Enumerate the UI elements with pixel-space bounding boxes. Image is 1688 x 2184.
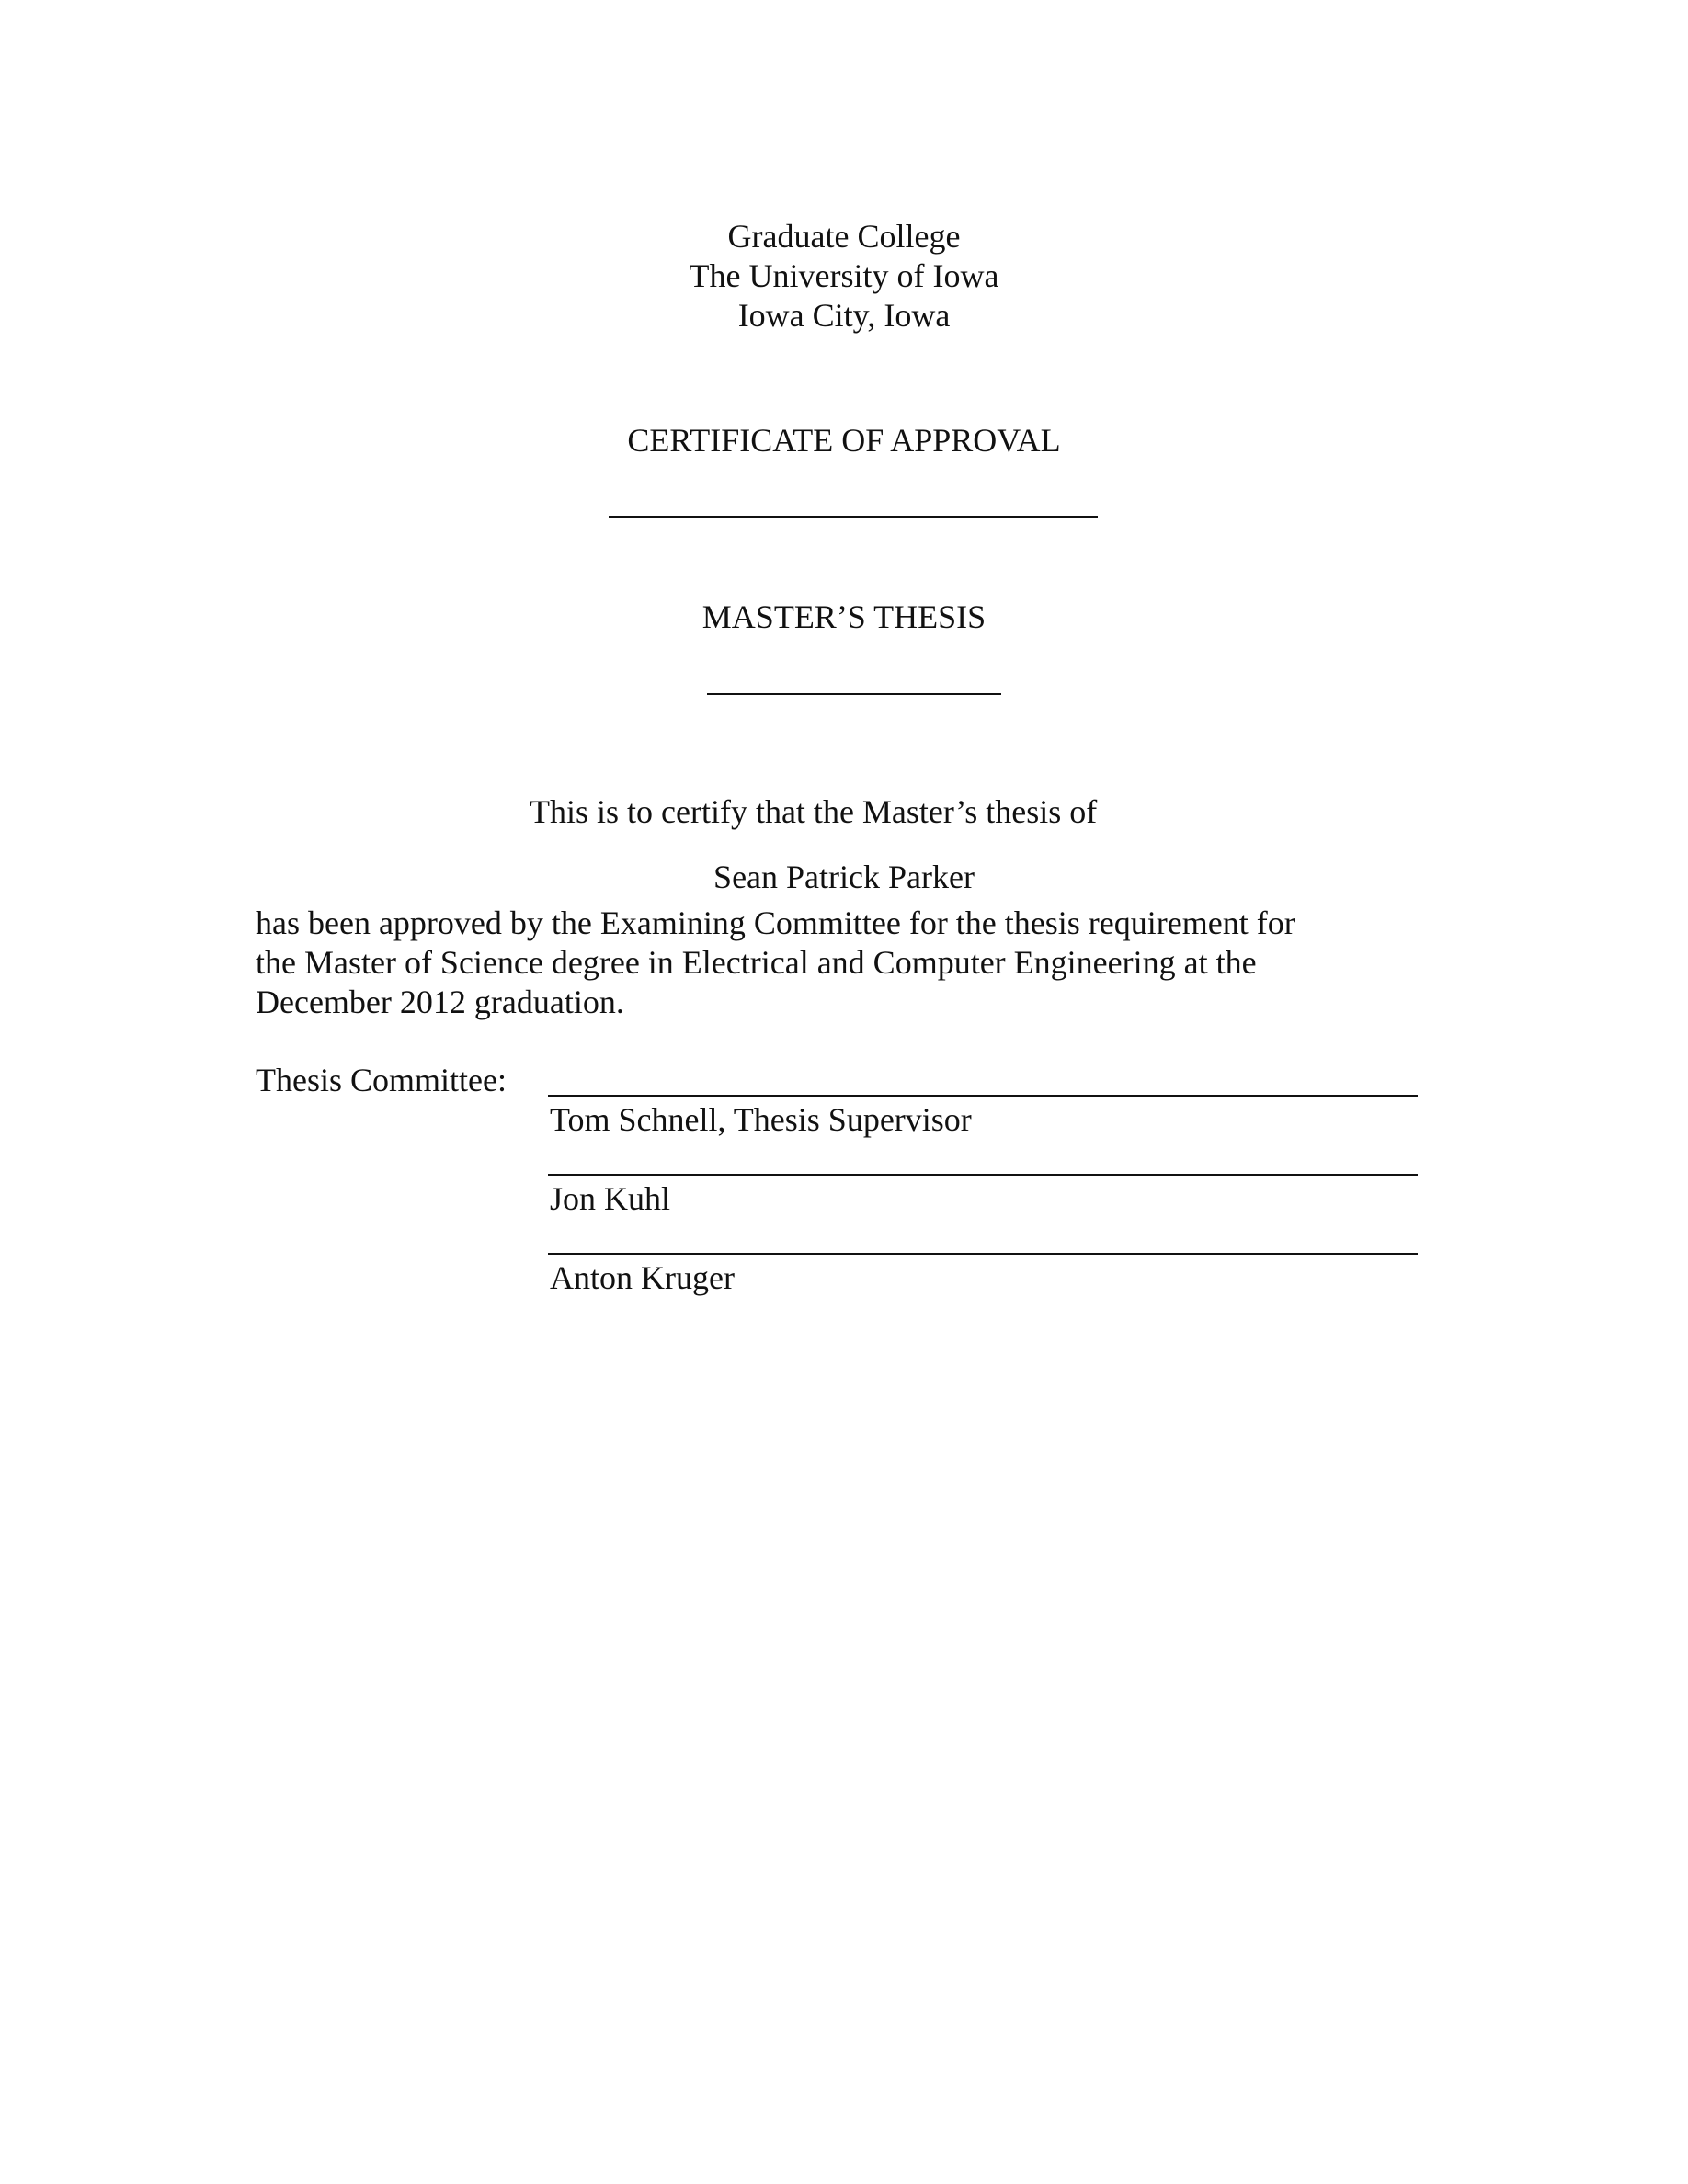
title-divider [609, 516, 1098, 518]
certificate-title: CERTIFICATE OF APPROVAL [627, 422, 1061, 459]
header-line-college: Graduate College [727, 218, 961, 255]
document-type: MASTER’S THESIS [701, 598, 987, 635]
committee-label: Thesis Committee: [256, 1062, 507, 1098]
document-type-divider [707, 693, 1001, 695]
approval-line: December 2012 graduation. [256, 984, 624, 1020]
approval-line: has been approved by the Examining Committee for the thesis requirement for [256, 904, 1295, 941]
certify-statement: This is to certify that the Master’s thesis of [530, 793, 1098, 830]
committee-member-2: Jon Kuhl [550, 1180, 671, 1217]
signature-line-1 [548, 1095, 1418, 1097]
committee-member-3: Anton Kruger [550, 1259, 735, 1296]
candidate-name: Sean Patrick Parker [713, 859, 975, 895]
approval-line: the Master of Science degree in Electrical and Computer Engineering at the [256, 944, 1257, 981]
institution-header [0, 217, 1688, 336]
committee-member-1: Tom Schnell, Thesis Supervisor [550, 1101, 972, 1138]
signature-line-3 [548, 1253, 1418, 1255]
header-line-city: Iowa City, Iowa [737, 297, 951, 334]
header-line-university: The University of Iowa [689, 257, 999, 294]
approval-paragraph [256, 904, 1469, 1022]
signature-line-2 [548, 1174, 1418, 1176]
